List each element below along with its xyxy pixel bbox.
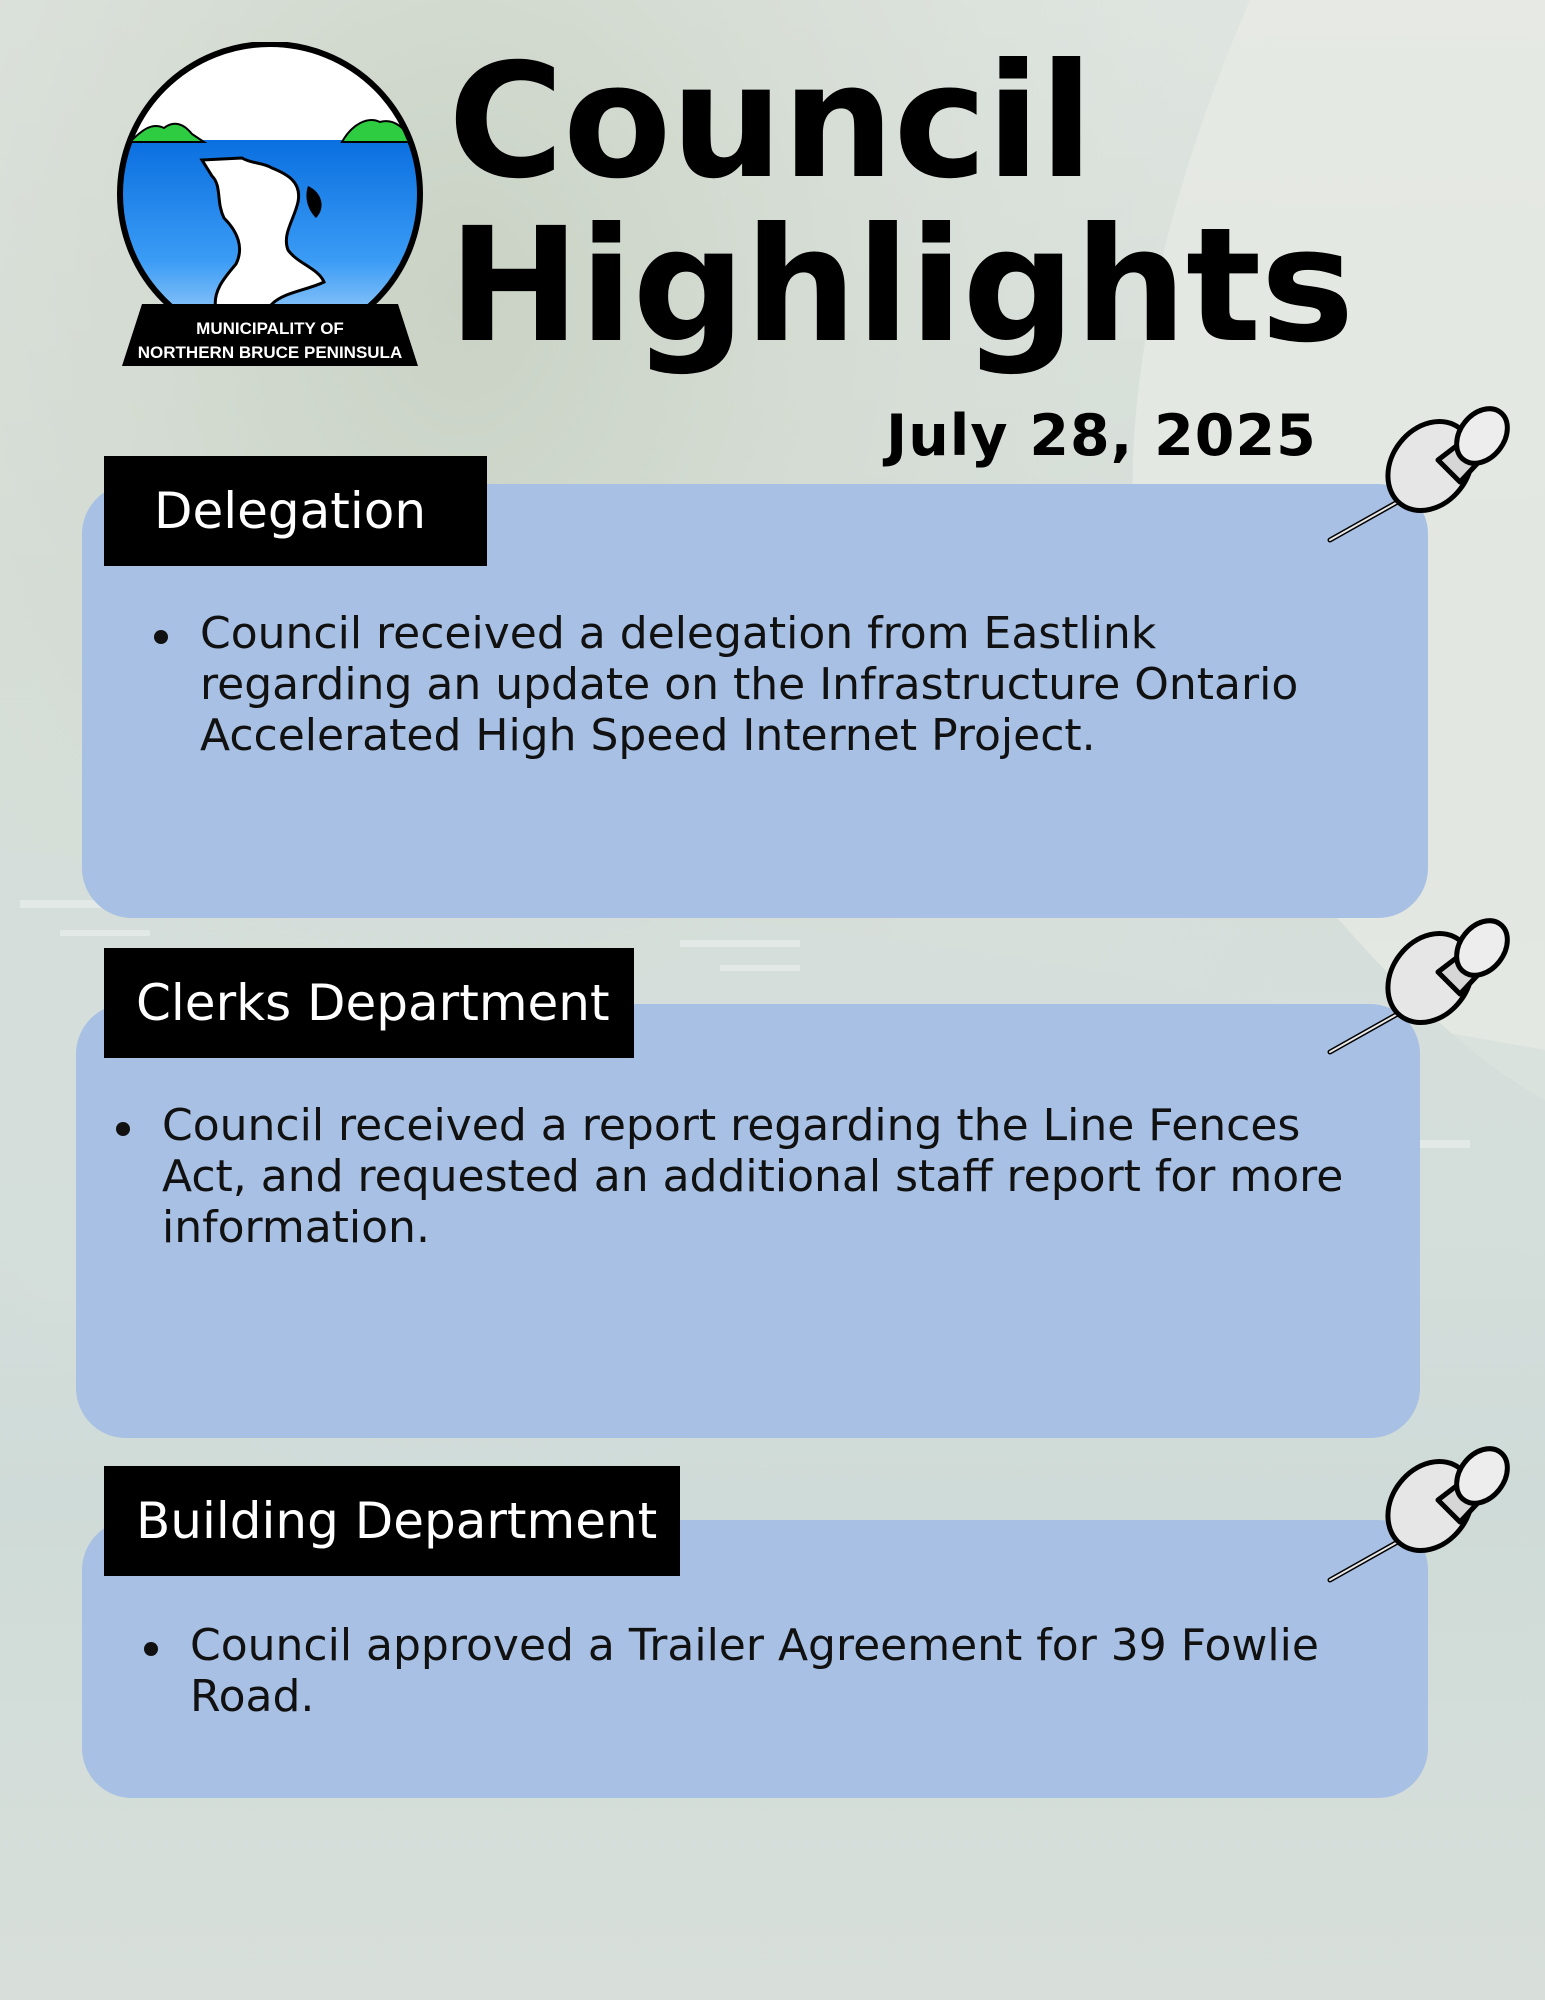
title-line-2: Highlights [448, 194, 1354, 378]
logo-line-1: MUNICIPALITY OF [196, 319, 344, 338]
logo-line-2: NORTHERN BRUCE PENINSULA [137, 343, 403, 362]
section-bullet: Council received a report regarding the Line Fences Act, and requested an additional staff report for more information. [116, 1100, 1396, 1253]
section-bullet: Council received a delegation from Eastlink regarding an update on the Infrastructure Ontario Accelerated High Speed Internet Project. [154, 608, 1374, 761]
section-card-clerks [76, 1004, 1420, 1438]
section-heading-delegation: Delegation [104, 456, 487, 566]
section-heading-building: Building Department [104, 1466, 680, 1576]
title-line-1: Council [448, 30, 1093, 214]
meeting-date: July 28, 2025 [886, 403, 1317, 469]
municipality-logo [112, 42, 428, 372]
pushpin-icon [1322, 1440, 1522, 1600]
section-bullet: Council approved a Trailer Agreement for 39 Fowlie Road. [144, 1620, 1374, 1722]
page-title [448, 30, 1354, 378]
pushpin-icon [1322, 400, 1522, 560]
pushpin-icon [1322, 912, 1522, 1072]
section-heading-clerks: Clerks Department [104, 948, 634, 1058]
